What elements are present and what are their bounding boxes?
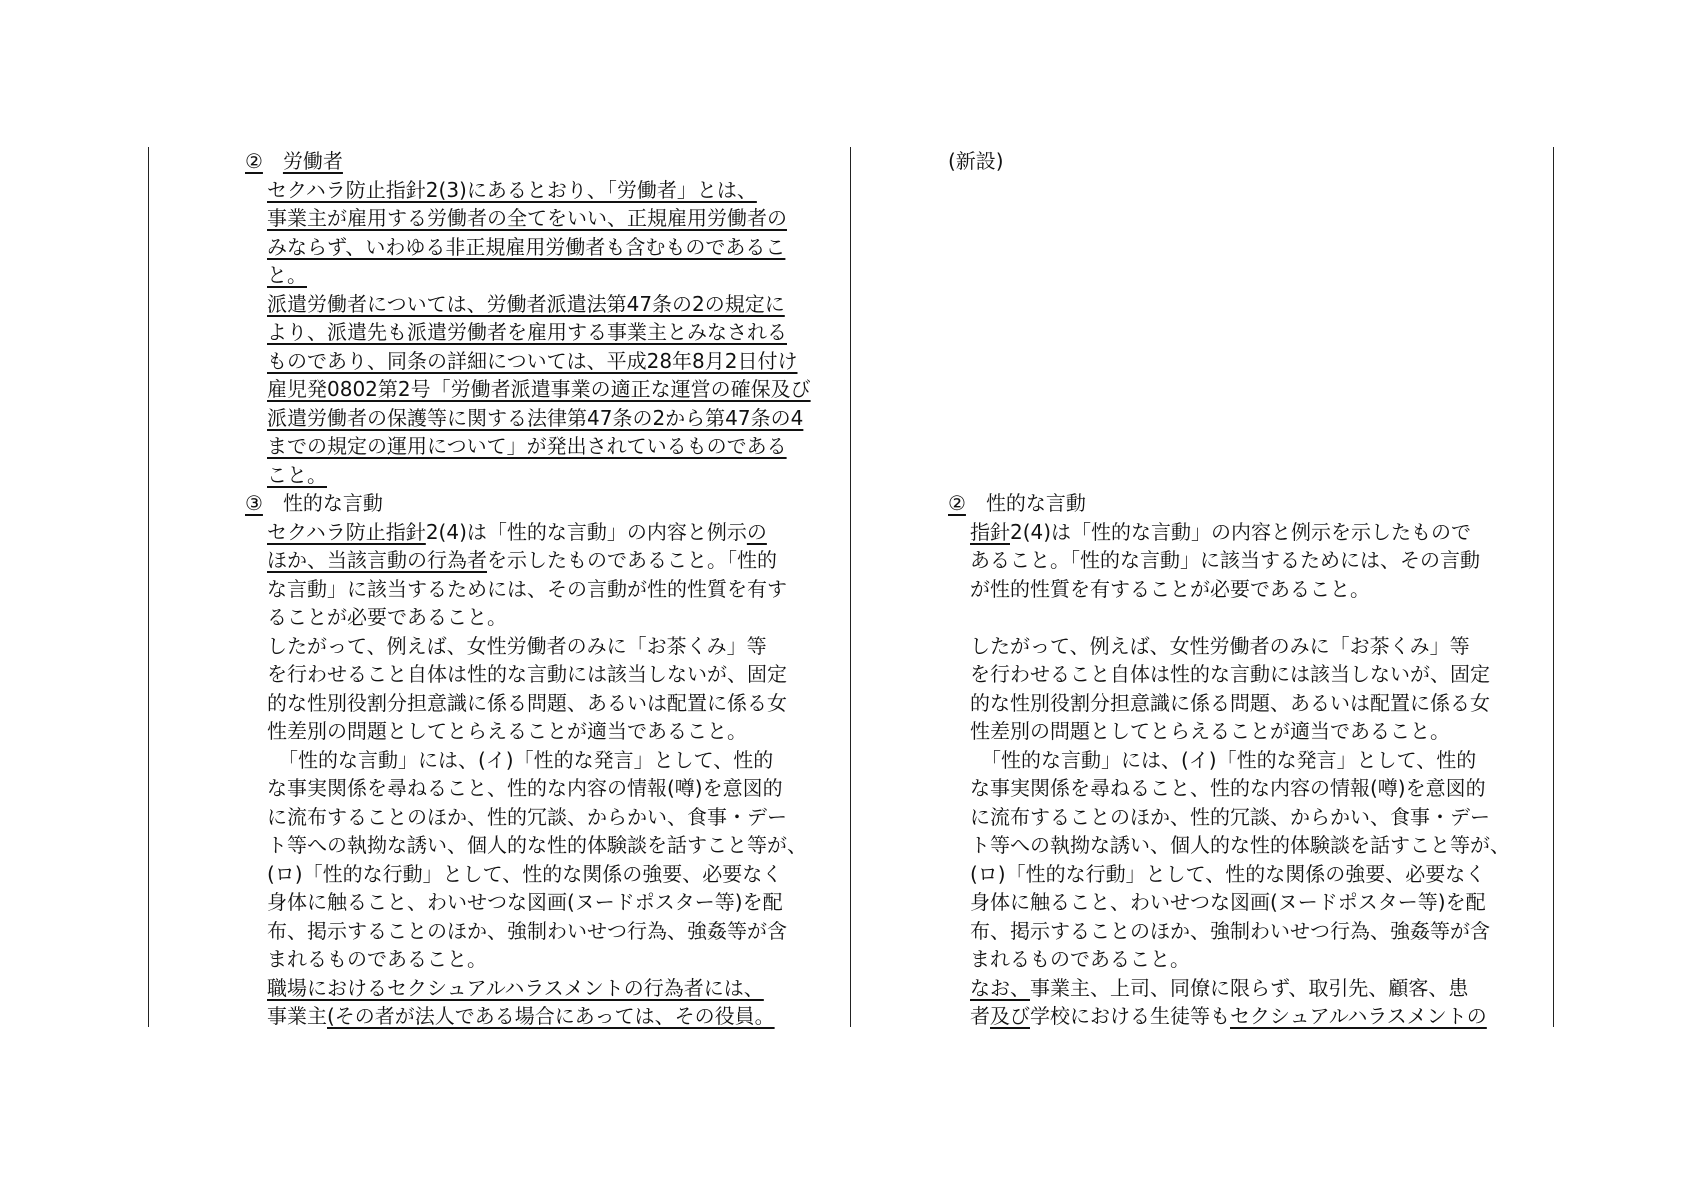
new-label-text: (新設)	[948, 149, 1004, 173]
text-line: までの規定の運用について」が発出されているものである	[267, 434, 787, 458]
text-line: ることが必要であること。	[267, 605, 507, 629]
text-line: (ロ)「性的な行動」として、性的な関係の強要、必要なく	[970, 861, 1486, 886]
text-fragment: 指針	[970, 519, 1010, 544]
text-line: 職場におけるセクシュアルハラスメントの行為者には、	[267, 975, 764, 1000]
text-line: 派遣労働者については、労働者派遣法第47条の2の規定に	[267, 291, 785, 316]
section-title: 労働者	[282, 149, 343, 173]
text-line: な言動」に該当するためには、その言動が性的性質を有す	[267, 576, 787, 601]
text-line: まれるものであること。	[970, 947, 1190, 971]
text-line: まれるものであること。	[267, 947, 487, 971]
section-heading-workers	[245, 147, 840, 176]
text-line: 身体に触ること、わいせつな図画(ヌードポスター等)を配	[267, 890, 783, 914]
text-line: セクハラ防止指針2(3)にあるとおり、「労働者」とは、	[267, 177, 757, 202]
text-line: 性差別の問題としてとらえることが適当であること。	[267, 719, 747, 743]
text-line: に流布することのほか、性的冗談、からかい、食事・デー	[970, 804, 1490, 829]
text-line: を行わせること自体は性的な言動には該当しないが、固定	[970, 662, 1490, 686]
text-line: 性差別の問題としてとらえることが適当であること。	[970, 719, 1450, 743]
section-number: ②	[948, 491, 966, 515]
section-title: 性的な言動	[282, 491, 383, 515]
text-fragment: 2(4)は「性的な言動」の内容と例示	[425, 519, 747, 544]
text-line: 布、掲示することのほか、強制わいせつ行為、強姦等が含	[970, 918, 1490, 943]
current-text-column	[948, 147, 1543, 1031]
text-line: 雇児発0802第2号「労働者派遣事業の適正な運営の確保及び	[267, 377, 811, 401]
text-line: 「性的な言動」には、(イ)「性的な発言」として、性的	[981, 747, 1477, 772]
text-line: な事実関係を尋ねること、性的な内容の情報(噂)を意図的	[267, 776, 783, 800]
text-line: 身体に触ること、わいせつな図画(ヌードポスター等)を配	[970, 890, 1486, 914]
text-fragment: 事業主、上司、同僚に限らず、取引先、顧客、患	[1030, 975, 1469, 1000]
section-number: ②	[245, 149, 263, 173]
paragraph-tea-serving	[245, 632, 840, 746]
text-line: (ロ)「性的な行動」として、性的な関係の強要、必要なく	[267, 861, 783, 886]
text-fragment: 及び	[990, 1004, 1030, 1028]
text-line: こと。	[267, 462, 327, 487]
text-line: ものであり、同条の詳細については、平成28年8月2日付け	[267, 348, 798, 373]
text-line: みならず、いわゆる非正規雇用労働者も含むものであるこ	[267, 234, 786, 259]
text-line: と。	[267, 263, 307, 287]
paragraph-examples	[948, 746, 1543, 974]
text-fragment: ほか、当該言動の行為者	[267, 548, 487, 572]
revised-text-column	[245, 147, 840, 1031]
paragraph-sexual-conduct-definition	[245, 518, 840, 632]
paragraph-perpetrators	[948, 974, 1543, 1031]
paragraph-tea-serving	[948, 632, 1543, 746]
text-fragment: セクハラ防止指針	[267, 519, 426, 544]
text-fragment: 事業主	[267, 1004, 327, 1028]
text-fragment: 2(4)は「性的な言動」の内容と例示を示したもので	[1010, 519, 1472, 544]
section-heading-sexual-conduct	[245, 489, 840, 518]
paragraph-perpetrators	[245, 974, 840, 1031]
paragraph-dispatched-workers	[245, 290, 840, 490]
text-fragment: なお、	[970, 975, 1030, 1000]
text-fragment: の	[746, 519, 767, 544]
text-line: 布、掲示することのほか、強制わいせつ行為、強姦等が含	[267, 918, 787, 943]
text-line: 「性的な言動」には、(イ)「性的な発言」として、性的	[278, 747, 774, 772]
table-border-middle	[850, 147, 851, 1027]
paragraph-examples	[245, 746, 840, 974]
text-fragment: (その者が法人である場合にあっては、その役員。	[327, 1004, 775, 1028]
text-fragment: 者	[970, 1004, 990, 1028]
text-fragment: 学校における生徒等も	[1030, 1004, 1230, 1028]
paragraph-sexual-conduct-definition	[948, 518, 1543, 604]
table-border-left	[148, 147, 149, 1027]
new-section-label	[948, 147, 1543, 176]
text-line: を行わせること自体は性的な言動には該当しないが、固定	[267, 662, 787, 686]
section-number: ③	[245, 491, 263, 515]
text-line: な事実関係を尋ねること、性的な内容の情報(噂)を意図的	[970, 776, 1486, 800]
text-line: が性的性質を有することが必要であること。	[970, 576, 1370, 601]
paragraph-workers-definition	[245, 176, 840, 290]
text-line: に流布することのほか、性的冗談、からかい、食事・デー	[267, 804, 787, 829]
text-line: ト等への執拗な誘い、個人的な性的体験談を話すこと等が、	[970, 833, 1510, 857]
text-line: 事業主が雇用する労働者の全てをいい、正規雇用労働者の	[267, 206, 787, 230]
text-fragment: を示したものであること。「性的	[487, 548, 777, 572]
text-line: 派遣労働者の保護等に関する法律第47条の2から第47条の4	[267, 405, 804, 430]
text-line: したがって、例えば、女性労働者のみに「お茶くみ」等	[970, 633, 1470, 658]
text-line: あること。「性的な言動」に該当するためには、その言動	[970, 548, 1480, 572]
text-line: 的な性別役割分担意識に係る問題、あるいは配置に係る女	[970, 690, 1490, 715]
text-line: したがって、例えば、女性労働者のみに「お茶くみ」等	[267, 633, 767, 658]
section-title: 性的な言動	[985, 491, 1086, 515]
table-border-right	[1553, 147, 1554, 1027]
text-fragment: セクシュアルハラスメントの	[1230, 1004, 1487, 1028]
section-heading-sexual-conduct	[948, 489, 1543, 518]
text-line: 的な性別役割分担意識に係る問題、あるいは配置に係る女	[267, 690, 787, 715]
text-line: ト等への執拗な誘い、個人的な性的体験談を話すこと等が、	[267, 833, 807, 857]
text-line: より、派遣先も派遣労働者を雇用する事業主とみなされる	[267, 320, 787, 344]
